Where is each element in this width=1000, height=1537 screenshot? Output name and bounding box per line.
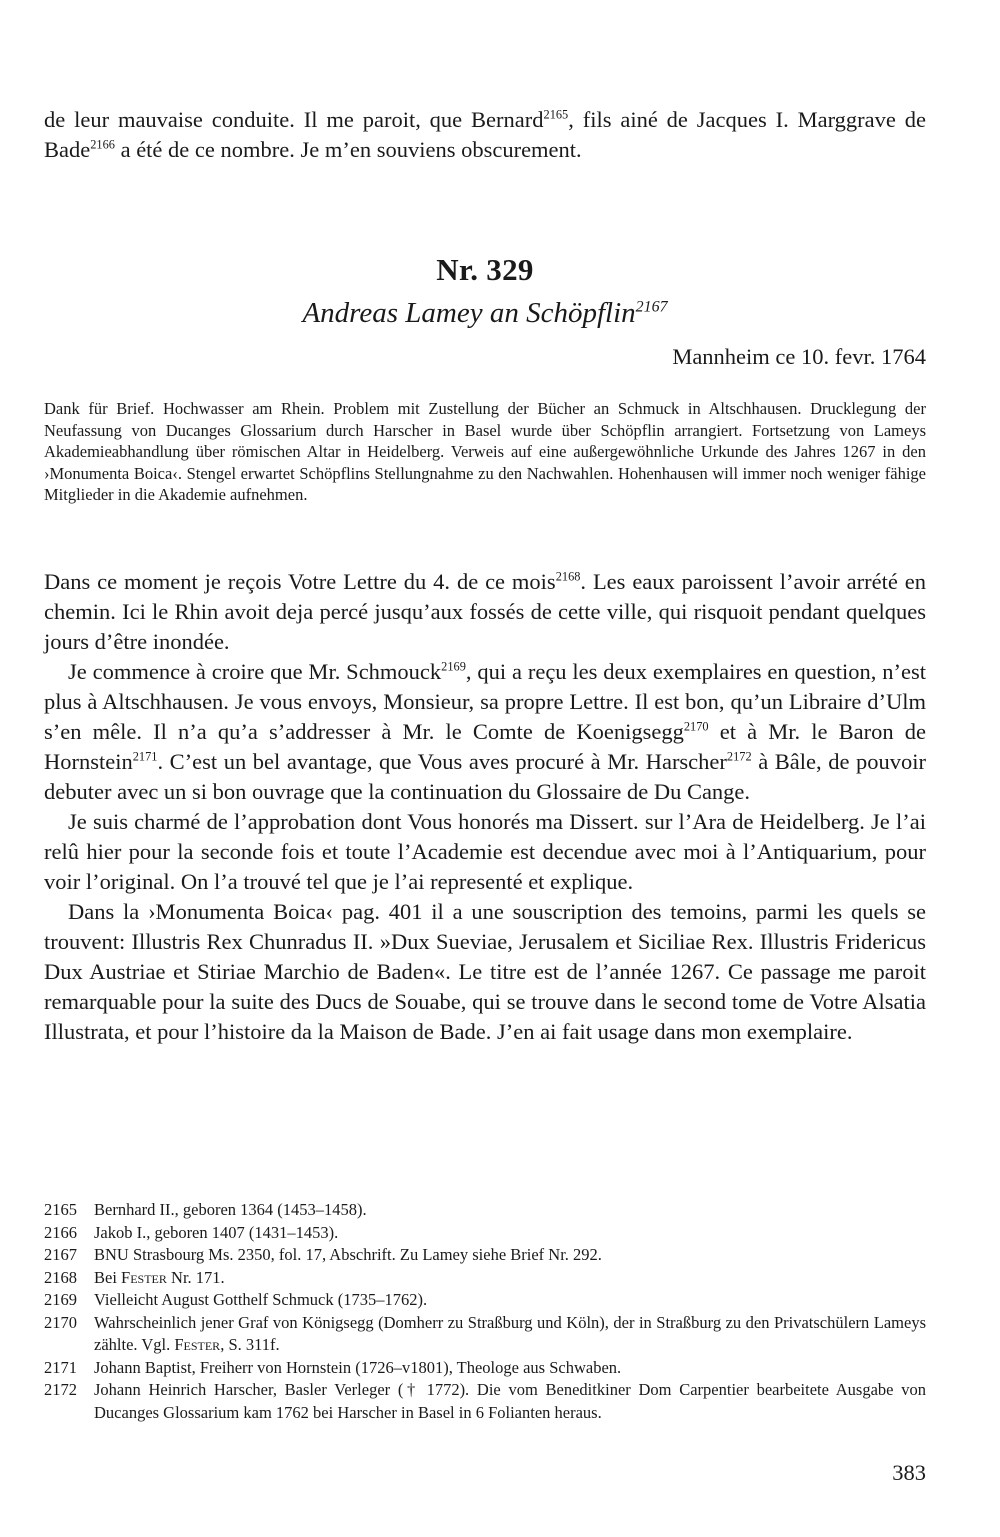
letter-paragraph-3: Je suis charmé de l’approbation dont Vous honorés ma Dissert. sur l’Ara de Heidelberg. Je l’ai relû hier pour la seconde fois et toute l’Academie est decendue avec moi à l’Antiquarium, pour voir l’original. On l’a trouvé tel que je l’ai representé et explique. — [44, 809, 926, 894]
footnote-text: Bernhard II., geboren 1364 (1453–1458). — [94, 1200, 367, 1219]
author-name: Fester — [174, 1335, 221, 1354]
footnote-text-pre: Bei — [94, 1267, 122, 1287]
footnote-number: 2166 — [44, 1222, 77, 1242]
letter-paragraph-2 — [44, 657, 926, 807]
footnote-number: 2165 — [44, 1200, 77, 1219]
letter-paragraph-1 — [44, 567, 926, 657]
footnote-2167 — [44, 1244, 926, 1267]
footnote-number: 2172 — [44, 1380, 77, 1399]
footnote-number: 2169 — [44, 1290, 77, 1309]
footnote-2170 — [44, 1312, 926, 1357]
letter-paragraph-4: Dans la ›Monumenta Boica‹ pag. 401 il a une souscription des temoins, parmi les quels se trouvent: Illustris Rex Chunradus II. »Dux Sueviae, Jerusalem et Siciliae Rex. Illustris Fridericus Dux Austriae et Stiriae Marchio de Baden«. Le titre est de l’année 1267. Ce passage me paroit remarquable pour la suite des Ducs de Souabe, qui se trouve dans le second tome de Votre Alsatia Illustrata, et pour l’histoire da la Maison de Bade. J’en ai fait usage dans mon exemplaire. — [44, 899, 926, 1044]
footnote-ref-2165[interactable]: 2165 — [543, 107, 569, 122]
letter-title — [44, 297, 926, 330]
footnote-ref-2168[interactable]: 2168 — [555, 569, 581, 584]
footnote-text: Jakob I., geboren 1407 (1431–1453). — [94, 1222, 339, 1242]
footnote-number: 2170 — [44, 1312, 77, 1332]
paragraph-2-text-2: , qui a reçu les deux exemplaires en question, n’est plus à Altschhausen. Je vous envoys, Monsieur, sa propre Lettre. Il est bon, qu’un Libraire d’Ulm s’en mêle. Il n’a qu’a s’addresser à Mr. le Comte de Koenigsegg — [44, 659, 926, 744]
footnote-ref-2167[interactable]: 2167 — [635, 298, 668, 316]
continued-text-1: de leur mauvaise conduite. Il me paroit, que Bernard — [44, 107, 544, 132]
footnote-text — [94, 1267, 926, 1290]
footnote-number: 2167 — [44, 1245, 77, 1264]
letter-number-heading: Nr. 329 — [436, 252, 534, 287]
footnote-ref-2172[interactable]: 2172 — [726, 749, 752, 764]
paragraph-1-text-1: Dans ce moment je reçois Votre Lettre du 4. de ce mois — [44, 569, 556, 594]
footnote-2171 — [44, 1357, 926, 1380]
paragraph-1-text-2: . Les eaux paroissent l’avoir arrété en chemin. Ici le Rhin avoit deja percé jusqu’aux fossés de cette ville, qui risquoit pendant quelques jours d’être inondée. — [44, 569, 926, 654]
footnote-text: Vielleicht August Gotthelf Schmuck (1735–1762). — [94, 1290, 428, 1309]
footnote-text-pre: Wahrscheinlich jener Graf von Königsegg (Domherr zu Straßburg und Köln), der in Straßburg zu den Privatschülern Lameys zählte. Vgl. — [94, 1312, 926, 1354]
footnote-ref-2171[interactable]: 2171 — [132, 749, 158, 764]
footnote-2165 — [44, 1199, 926, 1222]
footnote-text: Johann Heinrich Harscher, Basler Verleger († 1772). Die vom Beneditkiner Dom Carpentier bearbeitete Ausgabe von Ducanges Glossarium kam 1762 bei Harscher in Basel in 6 Folianten heraus. — [94, 1380, 926, 1422]
footnote-text: BNU Strasbourg Ms. 2350, fol. 17, Abschrift. Zu Lamey siehe Brief Nr. 292. — [94, 1245, 602, 1264]
continued-text-3: a été de ce nombre. Je m’en souviens obscurement. — [114, 137, 582, 162]
paragraph-2-text-1: Je commence à croire que Mr. Schmouck — [68, 659, 442, 684]
footnote-text-post: , S. 311f. — [220, 1335, 280, 1354]
letter-summary: Dank für Brief. Hochwasser am Rhein. Problem mit Zustellung der Bücher an Schmuck in Altschhausen. Drucklegung der Neufassung von Ducanges Glossarium durch Harscher in Basel wurde über Schöpflin arrangiert. Fortsetzung von Lameys Akademieabhandlung über römischen Altar in Heidelberg. Verweis auf eine außergewöhnliche Urkunde des Jahres 1267 in den ›Monumenta Boica‹. Stengel erwartet Schöpflins Stellungnahme zu den Nachwahlen. Hohenhausen will immer noch weniger fähige Mitglieder in die Akademie aufnehmen. — [44, 399, 926, 504]
footnote-text-post: Nr. 171. — [166, 1267, 225, 1287]
paragraph-2-text-5: à Bâle, de pouvoir debuter avec un si bon ouvrage que la continuation du Glossaire de Du Cange. — [44, 749, 926, 804]
paragraph-2-text-4: . C’est un bel avantage, que Vous aves procuré à Mr. Harscher — [157, 749, 727, 774]
footnotes — [44, 1199, 926, 1424]
continued-paragraph — [44, 105, 926, 165]
footnote-ref-2169[interactable]: 2169 — [441, 659, 466, 674]
letter-title-text: Andreas Lamey an Schöpflin — [302, 297, 636, 329]
letter-body — [44, 567, 926, 1047]
dateline: Mannheim ce 10. fevr. 1764 — [672, 344, 926, 369]
footnote-2166 — [44, 1222, 926, 1245]
footnote-number: 2171 — [44, 1357, 77, 1377]
paragraph-2-text-3: et à Mr. le Baron de Hornstein — [44, 719, 926, 774]
footnote-ref-2170[interactable]: 2170 — [683, 719, 709, 734]
author-name: Fester — [121, 1267, 167, 1287]
footnote-text: Johann Baptist, Freiherr von Hornstein (1726–v1801), Theologe aus Schwaben. — [94, 1357, 622, 1377]
footnote-number: 2168 — [44, 1267, 77, 1287]
footnote-2172 — [44, 1379, 926, 1424]
continued-text-2: , fils ainé de Jacques I. Marggrave de Bade — [44, 107, 927, 162]
footnote-text — [94, 1312, 926, 1357]
footnote-ref-2166[interactable]: 2166 — [90, 137, 115, 152]
footnote-2169 — [44, 1289, 926, 1312]
footnote-2168 — [44, 1267, 926, 1290]
page-number: 383 — [892, 1460, 926, 1485]
